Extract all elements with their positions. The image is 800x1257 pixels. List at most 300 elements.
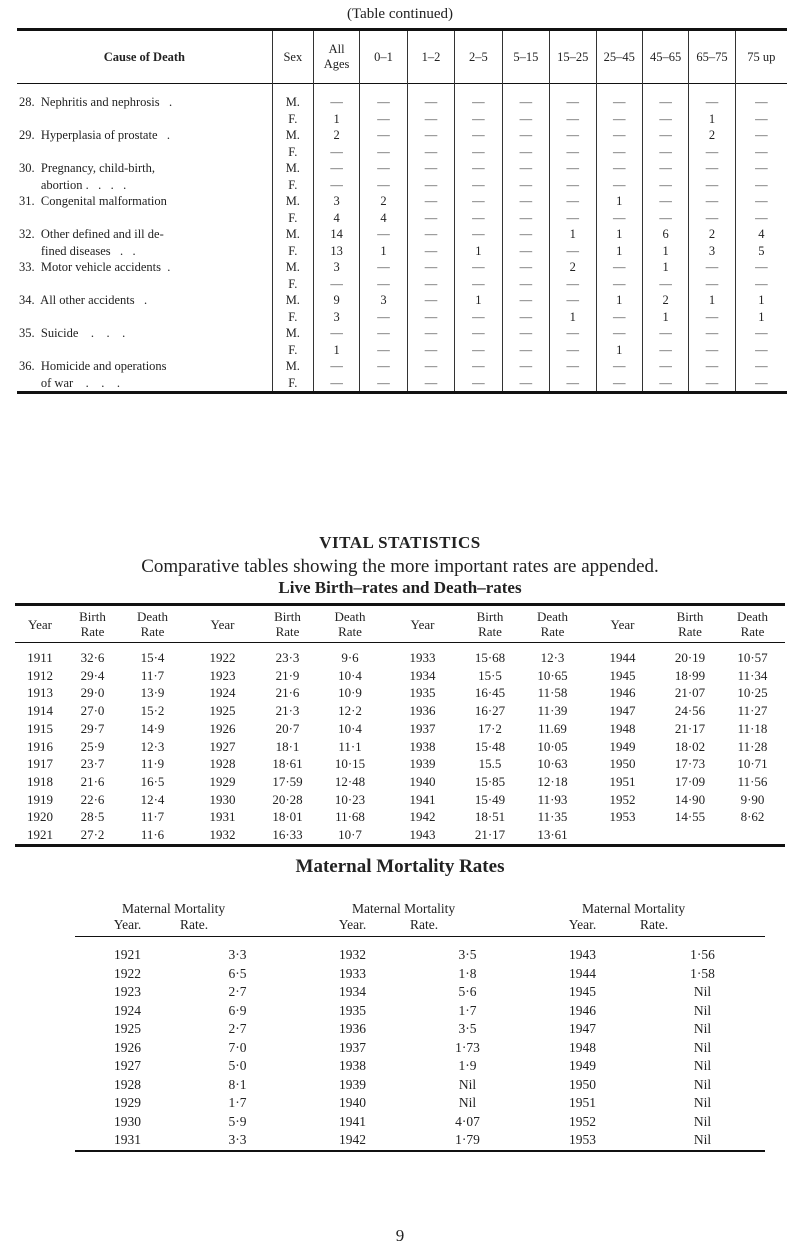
table-row <box>15 773 785 791</box>
rate-cell: 22·6 <box>80 791 105 807</box>
rate-cell: 29·4 <box>80 667 105 683</box>
value-cell: — <box>689 144 735 161</box>
col-header: 15–25 <box>550 30 596 84</box>
cause-cell: 31. Congenital malformation <box>19 194 167 208</box>
rate-cell: 1925 <box>209 703 236 719</box>
maternal-cell: 7·0 <box>228 1039 247 1055</box>
value-cell: — <box>689 342 735 359</box>
rate-cell: 16·33 <box>272 827 303 843</box>
rate-cell: 18·51 <box>474 809 506 825</box>
rate-cell: 14·55 <box>674 809 706 825</box>
rate-cell: 11·28 <box>737 738 768 754</box>
value-cell: 1 <box>360 243 407 260</box>
value-cell: — <box>642 193 688 210</box>
table-row <box>17 325 787 342</box>
vital-statistics-title: VITAL STATISTICS <box>319 533 481 552</box>
value-cell: 14 <box>313 226 359 243</box>
cause-cell: 30. Pregnancy, child-birth, <box>19 161 155 175</box>
table-row <box>75 1057 765 1076</box>
cause-cell <box>17 144 272 161</box>
rate-cell: 27·2 <box>80 827 105 843</box>
rate-cell: 11·7 <box>140 667 165 683</box>
value-cell: — <box>407 309 454 326</box>
value-cell: — <box>596 177 642 194</box>
value-cell: — <box>455 358 502 375</box>
value-cell: — <box>360 342 407 359</box>
rate-cell: 16·45 <box>474 685 506 701</box>
value-cell: — <box>407 144 454 161</box>
cause-cell <box>17 210 272 227</box>
col-header-text: Death <box>334 609 366 624</box>
value-cell: — <box>407 375 454 393</box>
col-header-text: Rate. <box>640 917 669 932</box>
rate-cell: 11·93 <box>537 791 568 807</box>
table-row <box>17 84 787 111</box>
col-header: 25–45 <box>596 30 642 84</box>
col-header-death-rate <box>315 605 385 643</box>
col-header-death-rate <box>520 605 585 643</box>
value-cell: — <box>596 325 642 342</box>
col-header-text: Year. <box>113 917 142 932</box>
value-cell: 3 <box>313 193 359 210</box>
maternal-cell: 1932 <box>339 947 366 962</box>
maternal-cell: 1931 <box>114 1132 141 1147</box>
maternal-cell: Nil <box>458 1095 477 1110</box>
value-cell: — <box>360 358 407 375</box>
rate-cell: 15.5 <box>478 756 502 772</box>
table-row <box>17 193 787 210</box>
rate-cell: 15·5 <box>478 667 502 683</box>
value-cell: — <box>550 342 596 359</box>
value-cell: 3 <box>313 309 359 326</box>
table-row <box>17 342 787 359</box>
sex-cell: F. <box>272 111 313 128</box>
table-row <box>17 276 787 293</box>
value-cell: 9 <box>313 292 359 309</box>
maternal-cell: 5·6 <box>458 984 477 999</box>
value-cell: 2 <box>642 292 688 309</box>
rate-cell: 11·35 <box>537 809 568 825</box>
value-cell: — <box>502 84 549 111</box>
rate-cell: 20·19 <box>674 650 706 665</box>
value-cell: — <box>407 127 454 144</box>
value-cell: — <box>502 358 549 375</box>
sex-cell: M. <box>272 226 313 243</box>
rate-cell: 11·18 <box>737 720 768 736</box>
col-header-year: Year <box>610 616 635 632</box>
value-cell: — <box>360 111 407 128</box>
rate-cell: 12·18 <box>537 773 568 789</box>
col-header-text: Birth <box>676 609 704 624</box>
causes-body <box>17 84 787 393</box>
table-row <box>75 1020 765 1039</box>
value-cell: — <box>360 160 407 177</box>
rate-cell: 21·6 <box>275 685 300 701</box>
value-cell: — <box>550 193 596 210</box>
rate-cell: 11.69 <box>538 720 567 736</box>
rate-cell: 21·17 <box>674 720 706 736</box>
rate-cell: 1948 <box>609 720 636 736</box>
col-header: 5–15 <box>502 30 549 84</box>
maternal-cell: 1946 <box>569 1002 596 1018</box>
value-cell: 4 <box>313 210 359 227</box>
table-row <box>75 1076 765 1095</box>
table-row <box>75 1094 765 1113</box>
value-cell: — <box>550 210 596 227</box>
rate-cell: 1942 <box>409 809 436 825</box>
value-cell: — <box>735 84 787 111</box>
page-number: 9 <box>395 1226 405 1245</box>
rate-cell: 21·07 <box>674 685 706 701</box>
rate-cell: 1950 <box>609 756 636 772</box>
maternal-cell: 1953 <box>569 1132 596 1147</box>
value-cell: — <box>642 177 688 194</box>
value-cell: — <box>455 325 502 342</box>
table-row <box>75 1002 765 1021</box>
maternal-cell: Nil <box>693 984 712 999</box>
value-cell: — <box>596 111 642 128</box>
col-header-birth-rate <box>460 605 520 643</box>
rate-cell: 1934 <box>409 667 436 683</box>
value-cell: — <box>689 160 735 177</box>
value-cell: — <box>455 226 502 243</box>
maternal-cell: 1943 <box>569 947 596 962</box>
maternal-cell: 1922 <box>114 965 141 981</box>
value-cell: — <box>596 259 642 276</box>
rate-cell: 1935 <box>409 685 436 701</box>
cause-cell <box>17 276 272 293</box>
value-cell: — <box>550 276 596 293</box>
value-cell: 13 <box>313 243 359 260</box>
value-cell: — <box>360 309 407 326</box>
maternal-cell: 1935 <box>339 1002 366 1018</box>
maternal-cell: 8·1 <box>228 1076 247 1092</box>
sex-cell: F. <box>272 144 313 161</box>
rate-cell: 21·3 <box>275 703 300 719</box>
rate-cell: 1929 <box>209 773 236 789</box>
table-row <box>15 826 785 845</box>
table-row <box>17 375 787 393</box>
cause-cell: 35. Suicide . . . <box>19 326 126 340</box>
maternal-cell: 1927 <box>114 1058 141 1073</box>
table-continued-label: (Table continued) <box>347 6 453 22</box>
value-cell: — <box>735 325 787 342</box>
value-cell: — <box>313 375 359 393</box>
table-row <box>75 965 765 984</box>
value-cell: — <box>502 177 549 194</box>
table-row <box>15 667 785 685</box>
birth-death-rates-table <box>15 603 785 847</box>
value-cell: — <box>550 177 596 194</box>
value-cell: — <box>550 325 596 342</box>
col-header: 1–2 <box>407 30 454 84</box>
value-cell: — <box>596 84 642 111</box>
table-row <box>15 720 785 738</box>
vital-statistics-subtitle: Comparative tables showing the more important rates are appended. <box>141 556 659 577</box>
causes-header-row <box>17 30 787 84</box>
col-header-text: Rate <box>540 624 565 639</box>
sex-cell: F. <box>272 276 313 293</box>
value-cell: — <box>407 292 454 309</box>
maternal-cell: 1938 <box>339 1058 366 1073</box>
sex-cell: M. <box>272 259 313 276</box>
cause-cell <box>17 111 272 128</box>
maternal-cell: 1940 <box>339 1095 366 1110</box>
value-cell: — <box>550 144 596 161</box>
cause-cell <box>17 309 272 326</box>
value-cell: — <box>550 127 596 144</box>
rate-cell: 10·05 <box>537 738 568 754</box>
value-cell: — <box>596 309 642 326</box>
value-cell: — <box>689 276 735 293</box>
value-cell: — <box>455 144 502 161</box>
maternal-cell: 1929 <box>114 1095 141 1110</box>
value-cell: — <box>689 309 735 326</box>
value-cell: — <box>313 358 359 375</box>
rate-cell: 15·4 <box>140 650 165 665</box>
maternal-cell: 5·9 <box>228 1113 247 1129</box>
value-cell: — <box>689 358 735 375</box>
value-cell: — <box>455 210 502 227</box>
value-cell: 4 <box>360 210 407 227</box>
value-cell: — <box>455 309 502 326</box>
col-header-text: Rate <box>275 624 300 639</box>
cause-cell: 34. All other accidents . <box>19 293 148 307</box>
sex-cell: M. <box>272 358 313 375</box>
sex-cell: M. <box>272 292 313 309</box>
value-cell: 1 <box>642 309 688 326</box>
rate-cell: 1927 <box>209 738 236 754</box>
value-cell: — <box>407 226 454 243</box>
rates-header-row <box>15 605 785 643</box>
col-header-text: Rate <box>80 624 105 639</box>
value-cell: 3 <box>360 292 407 309</box>
value-cell: 1 <box>550 309 596 326</box>
maternal-cell: 1·79 <box>455 1132 480 1147</box>
maternal-cell: 1948 <box>569 1039 596 1055</box>
rate-cell: 13·61 <box>537 827 568 843</box>
rate-cell: 1951 <box>609 773 636 789</box>
value-cell: 1 <box>596 193 642 210</box>
value-cell: — <box>735 144 787 161</box>
rate-cell: 1911 <box>27 650 53 665</box>
rate-cell: 12·4 <box>140 791 165 807</box>
rate-cell: 32·6 <box>80 650 105 665</box>
rate-cell: 17·09 <box>674 773 706 789</box>
rate-cell: 11·6 <box>140 827 165 843</box>
value-cell: — <box>407 111 454 128</box>
cause-cell: 32. Other defined and ill de- <box>19 227 164 241</box>
maternal-cell: 1944 <box>569 965 596 981</box>
rates-body <box>15 643 785 846</box>
col-header-text: Death <box>536 609 569 624</box>
value-cell: 2 <box>360 193 407 210</box>
value-cell: — <box>735 160 787 177</box>
rate-cell: 15·48 <box>474 738 506 754</box>
table-row <box>17 177 787 194</box>
rate-cell: 20·28 <box>272 791 303 807</box>
value-cell: — <box>313 177 359 194</box>
maternal-cell: 6·5 <box>228 965 247 981</box>
value-cell: — <box>689 259 735 276</box>
rate-cell: 18·02 <box>674 738 706 754</box>
value-cell: — <box>735 276 787 293</box>
maternal-cell: 1·7 <box>458 1002 477 1018</box>
value-cell: 5 <box>735 243 787 260</box>
col-header: 2–5 <box>455 30 502 84</box>
col-header: 75 up <box>735 30 787 84</box>
table-row <box>17 160 787 177</box>
rate-cell: 1922 <box>209 650 236 665</box>
col-header-text: Birth <box>79 609 106 624</box>
value-cell: — <box>502 226 549 243</box>
value-cell: — <box>502 144 549 161</box>
value-cell: — <box>689 325 735 342</box>
value-cell: — <box>313 84 359 111</box>
value-cell: — <box>455 276 502 293</box>
maternal-cell: 1949 <box>569 1058 596 1073</box>
rate-cell: 10·63 <box>537 756 568 772</box>
value-cell: — <box>455 193 502 210</box>
rate-cell: 16·5 <box>140 773 165 789</box>
value-cell: 3 <box>689 243 735 260</box>
maternal-mortality-title: Maternal Mortality Rates <box>295 856 505 877</box>
rate-cell: 12·3 <box>140 738 165 754</box>
maternal-cell: 1926 <box>114 1039 141 1055</box>
value-cell: — <box>360 144 407 161</box>
value-cell: — <box>689 375 735 393</box>
rate-cell: 1945 <box>609 667 636 683</box>
value-cell: — <box>550 243 596 260</box>
value-cell: — <box>642 276 688 293</box>
rate-cell: 10·15 <box>334 756 366 772</box>
table-row <box>15 755 785 773</box>
value-cell: — <box>596 375 642 393</box>
value-cell: — <box>735 210 787 227</box>
value-cell: — <box>735 358 787 375</box>
maternal-cell: 1939 <box>339 1076 366 1092</box>
table-row <box>15 702 785 720</box>
value-cell: 1 <box>596 292 642 309</box>
col-header-birth-rate <box>260 605 315 643</box>
value-cell: 1 <box>735 292 787 309</box>
rate-cell: 11·68 <box>335 809 365 825</box>
col-header: All Ages <box>313 30 359 84</box>
rate-cell: 27·0 <box>80 703 105 719</box>
rate-cell: 1917 <box>27 756 53 772</box>
maternal-cell: 5·0 <box>228 1058 247 1073</box>
maternal-cell: 3·5 <box>458 947 477 962</box>
value-cell: — <box>502 111 549 128</box>
rate-cell: 1914 <box>27 703 53 719</box>
table-row <box>75 937 765 965</box>
maternal-cell: 1933 <box>339 965 366 981</box>
rate-cell: 1944 <box>609 650 636 665</box>
rate-cell: 11·9 <box>140 756 165 772</box>
value-cell: 1 <box>455 243 502 260</box>
rate-cell: 1912 <box>27 667 53 683</box>
rate-cell: 1915 <box>27 720 53 736</box>
maternal-cell: 1·8 <box>458 965 477 981</box>
value-cell: 6 <box>642 226 688 243</box>
rate-cell: 11·34 <box>737 667 768 683</box>
table-row <box>17 210 787 227</box>
rate-cell: 1952 <box>609 791 636 807</box>
maternal-cell: 4·07 <box>455 1113 480 1129</box>
table-row <box>17 309 787 326</box>
value-cell: — <box>642 84 688 111</box>
value-cell: — <box>313 276 359 293</box>
table-row <box>75 983 765 1002</box>
value-cell: 1 <box>642 259 688 276</box>
table-row <box>15 808 785 826</box>
rate-cell <box>720 826 785 845</box>
rate-cell: 11·27 <box>737 703 768 719</box>
maternal-cell: 2·7 <box>228 984 247 999</box>
value-cell: — <box>642 375 688 393</box>
value-cell: — <box>455 259 502 276</box>
col-header-year: Year <box>28 616 52 632</box>
sex-cell: M. <box>272 160 313 177</box>
value-cell: — <box>689 193 735 210</box>
rate-cell: 1918 <box>27 773 53 789</box>
value-cell: — <box>502 292 549 309</box>
col-header-text: Rate. <box>410 917 439 932</box>
table-row <box>15 684 785 702</box>
value-cell: — <box>502 325 549 342</box>
value-cell: 1 <box>689 111 735 128</box>
value-cell: — <box>502 243 549 260</box>
value-cell: — <box>455 84 502 111</box>
rate-cell: 1924 <box>209 685 236 701</box>
rate-cell: 17·73 <box>674 756 706 772</box>
col-header: 0–1 <box>360 30 407 84</box>
maternal-cell: 1950 <box>569 1076 596 1092</box>
value-cell: — <box>407 358 454 375</box>
value-cell: — <box>642 144 688 161</box>
table-row <box>17 292 787 309</box>
maternal-cell: 1937 <box>339 1039 366 1055</box>
rate-cell: 29·7 <box>80 720 105 736</box>
value-cell: — <box>596 358 642 375</box>
value-cell: 1 <box>596 243 642 260</box>
rate-cell: 1937 <box>409 720 436 736</box>
sex-cell: F. <box>272 309 313 326</box>
maternal-cell: 1941 <box>339 1113 366 1129</box>
rate-cell: 18·01 <box>272 809 303 825</box>
sex-cell: F. <box>272 243 313 260</box>
rate-cell: 1920 <box>27 809 53 825</box>
value-cell: — <box>642 160 688 177</box>
value-cell: 2 <box>689 226 735 243</box>
value-cell: — <box>596 210 642 227</box>
value-cell: — <box>596 276 642 293</box>
rate-cell: 1940 <box>409 773 436 789</box>
table-row <box>17 111 787 128</box>
value-cell: — <box>502 210 549 227</box>
rate-cell: 23·7 <box>80 756 105 772</box>
rate-cell: 15·2 <box>140 703 165 719</box>
value-cell: 4 <box>735 226 787 243</box>
table-row <box>17 358 787 375</box>
value-cell: — <box>360 177 407 194</box>
rate-cell: 17·59 <box>272 773 303 789</box>
sex-cell: F. <box>272 210 313 227</box>
value-cell: — <box>360 259 407 276</box>
value-cell: — <box>360 84 407 111</box>
maternal-cell: 6·9 <box>228 1002 247 1018</box>
cause-cell: fined diseases . . <box>19 243 136 258</box>
